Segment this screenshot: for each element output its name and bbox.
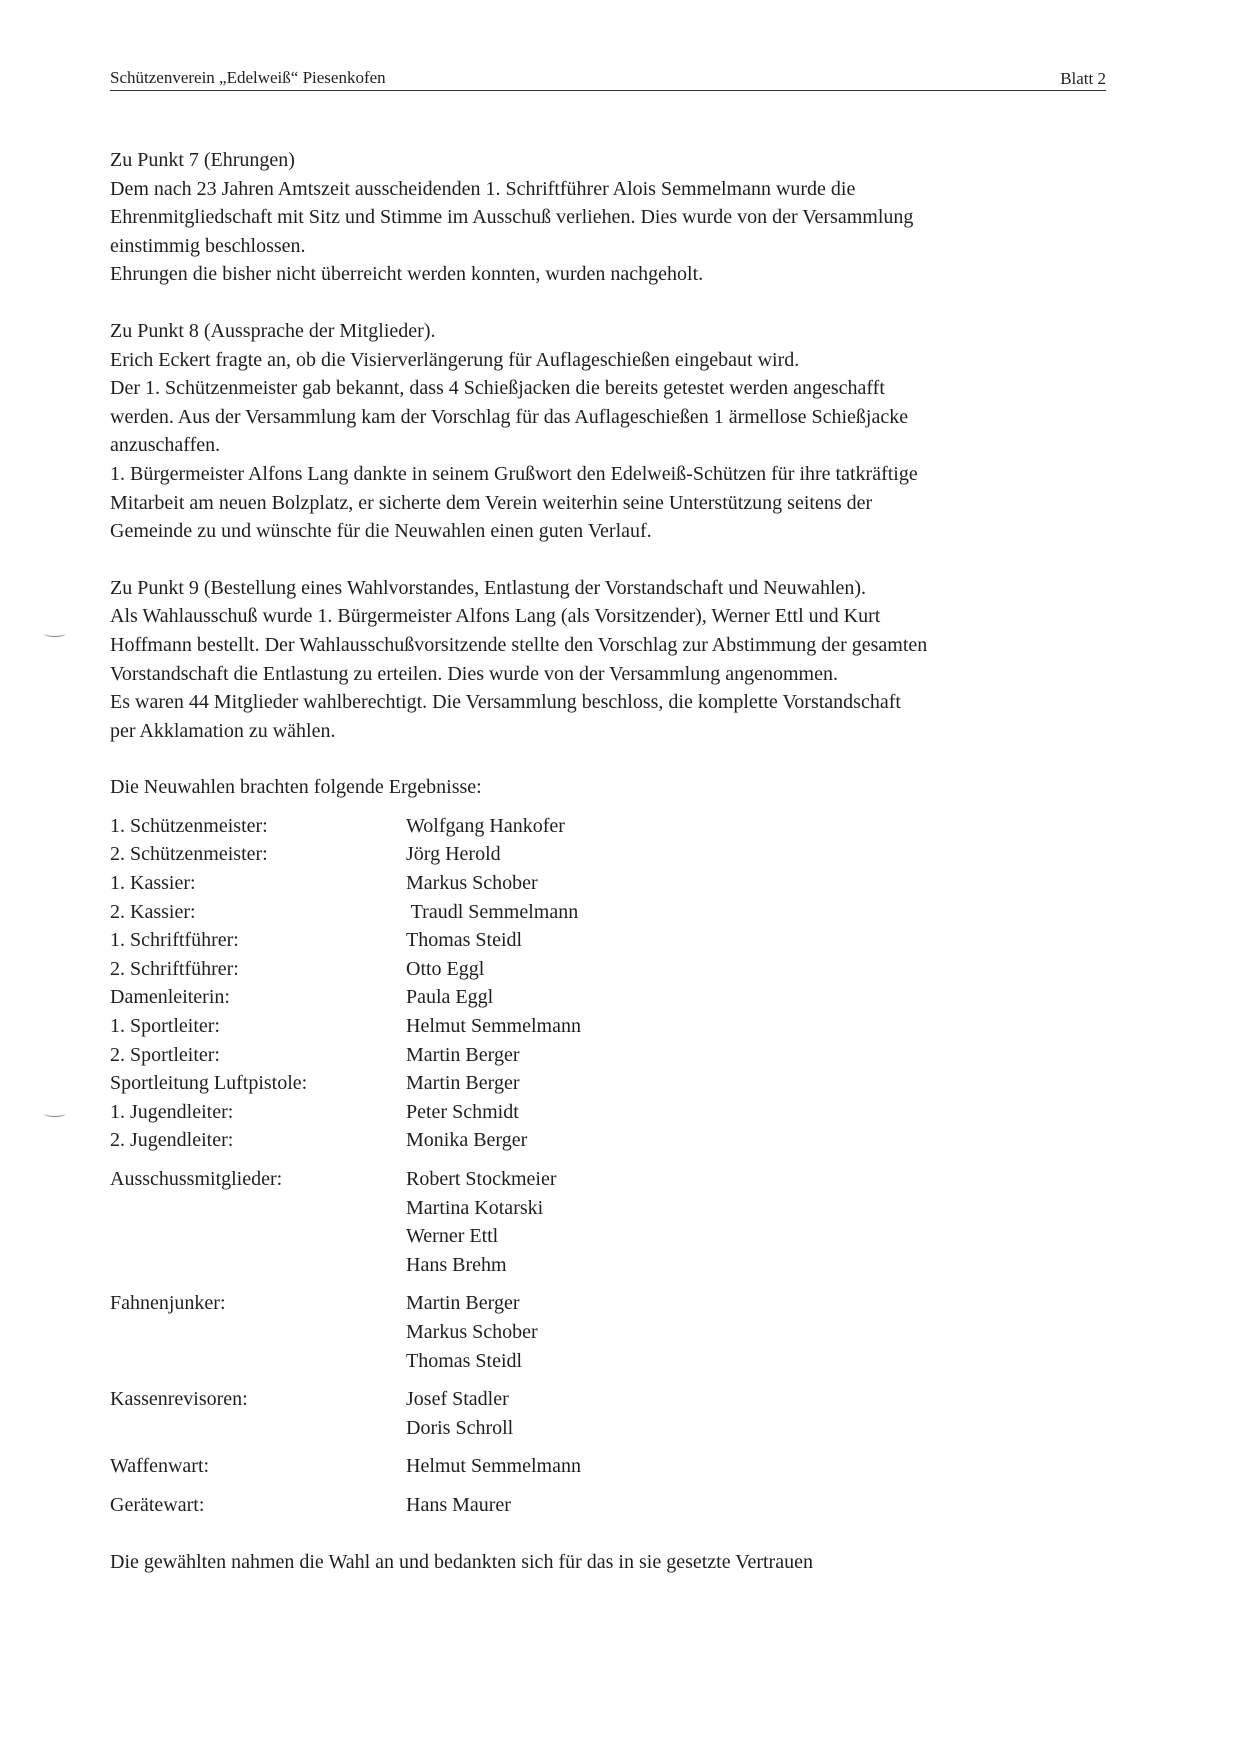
result-row <box>110 955 1150 984</box>
section-line: Ehrungen die bisher nicht überreicht werden konnten, wurden nachgeholt. <box>110 263 704 286</box>
result-row <box>110 1126 1150 1155</box>
section-line: Vorstandschaft die Entlastung zu erteilen. Dies wurde von der Versammlung angenommen. <box>110 662 838 685</box>
result-row <box>110 1069 1150 1098</box>
section-heading: Zu Punkt 8 (Aussprache der Mitglieder). <box>110 319 436 342</box>
elected-name: Martin Berger <box>406 1072 520 1095</box>
elected-name: Hans Maurer <box>406 1493 511 1516</box>
elected-name: Martin Berger <box>406 1292 520 1315</box>
role-label: Gerätewart: <box>110 1493 205 1516</box>
section-line: per Akklamation zu wählen. <box>110 719 336 742</box>
role-label: 1. Jugendleiter: <box>110 1100 234 1123</box>
result-row <box>110 812 1150 841</box>
result-group <box>110 1165 1150 1279</box>
section-block <box>110 317 1150 546</box>
result-row <box>110 1012 1150 1041</box>
role-label: 2. Schützenmeister: <box>110 843 268 866</box>
sections <box>110 146 1150 802</box>
elected-name: Helmut Semmelmann <box>406 1455 581 1478</box>
elected-name: Thomas Steidl <box>406 1349 523 1372</box>
role-label: Damenleiterin: <box>110 986 230 1009</box>
page-number: Blatt 2 <box>1060 69 1106 88</box>
elected-name: Peter Schmidt <box>406 1100 519 1123</box>
section-line: Der 1. Schützenmeister gab bekannt, dass 4 Schießjacken die bereits getestet werden angeschafft <box>110 377 885 400</box>
result-row <box>110 926 1150 955</box>
section-line: Erich Eckert fragte an, ob die Visierverlängerung für Auflageschießen eingebaut wird. <box>110 348 800 371</box>
section-line: einstimmig beschlossen. <box>110 234 306 257</box>
closing-sentence: Die gewählten nahmen die Wahl an und bedankten sich für das in sie gesetzte Vertrauen <box>110 1550 813 1573</box>
elected-name: Martina Kotarski <box>406 1196 544 1219</box>
group-names <box>406 1452 581 1481</box>
result-row <box>110 898 1150 927</box>
club-name: Schützenverein „Edelweiß“ Piesenkofen <box>110 68 386 87</box>
result-row <box>110 1041 1150 1070</box>
section-line: werden. Aus der Versammlung kam der Vorschlag für das Auflageschießen 1 ärmellose Schießjacke <box>110 405 909 428</box>
role-label: 2. Sportleiter: <box>110 1043 220 1066</box>
election-results <box>110 812 1150 1155</box>
result-row <box>110 840 1150 869</box>
section-line: 1. Bürgermeister Alfons Lang dankte in seinem Grußwort den Edelweiß-Schützen für ihre tatkräftige <box>110 462 918 485</box>
elected-name: Wolfgang Hankofer <box>406 814 565 837</box>
role-label: 1. Sportleiter: <box>110 1015 220 1038</box>
elected-name: Paula Eggl <box>406 986 494 1009</box>
page-header <box>110 66 1106 91</box>
group-names <box>406 1491 511 1520</box>
role-label: Ausschussmitglieder: <box>110 1168 283 1190</box>
role-label: 1. Kassier: <box>110 872 196 895</box>
elected-name: Doris Schroll <box>406 1416 514 1439</box>
result-row <box>110 869 1150 898</box>
role-label: 2. Schriftführer: <box>110 957 239 980</box>
margin-mark <box>44 630 66 637</box>
section-heading: Die Neuwahlen brachten folgende Ergebnisse: <box>110 776 482 799</box>
elected-name: Markus Schober <box>406 1320 538 1343</box>
elected-name: Martin Berger <box>406 1043 520 1066</box>
result-group <box>110 1491 1150 1520</box>
result-row <box>110 1098 1150 1127</box>
elected-name: Helmut Semmelmann <box>406 1015 581 1038</box>
section-line: Hoffmann bestellt. Der Wahlausschußvorsitzende stellte den Vorschlag zur Abstimmung der gesamten <box>110 633 928 656</box>
section-line: Ehrenmitgliedschaft mit Sitz und Stimme im Ausschuß verliehen. Dies wurde von der Versammlung <box>110 206 914 229</box>
section-line: anzuschaffen. <box>110 434 221 457</box>
elected-name: Josef Stadler <box>406 1388 509 1411</box>
section-line: Es waren 44 Mitglieder wahlberechtigt. Die Versammlung beschloss, die komplette Vorstandschaft <box>110 691 901 714</box>
elected-name: Werner Ettl <box>406 1225 499 1248</box>
section-block <box>110 574 1150 746</box>
elected-name: Traudl Semmelmann <box>406 900 579 923</box>
election-groups <box>110 1165 1150 1520</box>
section-block <box>110 146 1150 289</box>
elected-name: Otto Eggl <box>406 957 485 980</box>
elected-name: Hans Brehm <box>406 1253 507 1276</box>
elected-name: Monika Berger <box>406 1129 528 1152</box>
margin-mark <box>44 1110 66 1117</box>
role-label: 1. Schriftführer: <box>110 929 239 952</box>
result-group <box>110 1385 1150 1442</box>
role-label: Sportleitung Luftpistole: <box>110 1072 308 1095</box>
elected-name: Robert Stockmeier <box>406 1168 557 1190</box>
section-block <box>110 773 1150 802</box>
document-body <box>110 146 1150 1576</box>
elected-name: Markus Schober <box>406 872 538 895</box>
elected-name: Jörg Herold <box>406 843 501 866</box>
group-names <box>406 1289 538 1375</box>
result-group <box>110 1289 1150 1375</box>
role-label: 1. Schützenmeister: <box>110 814 268 837</box>
elected-name: Thomas Steidl <box>406 929 523 952</box>
section-line: Mitarbeit am neuen Bolzplatz, er sicherte dem Verein weiterhin seine Unterstützung seitens der <box>110 491 873 514</box>
section-heading: Zu Punkt 7 (Ehrungen) <box>110 149 295 171</box>
section-line: Als Wahlausschuß wurde 1. Bürgermeister Alfons Lang (als Vorsitzender), Werner Ettl und Kurt <box>110 605 881 628</box>
role-label: Waffenwart: <box>110 1455 210 1478</box>
group-names <box>406 1165 557 1279</box>
role-label: 2. Jugendleiter: <box>110 1129 234 1152</box>
section-line: Dem nach 23 Jahren Amtszeit ausscheidenden 1. Schriftführer Alois Semmelmann wurde die <box>110 177 856 200</box>
section-line: Gemeinde zu und wünschte für die Neuwahlen einen guten Verlauf. <box>110 520 652 543</box>
result-row <box>110 983 1150 1012</box>
role-label: Fahnenjunker: <box>110 1292 226 1315</box>
result-group <box>110 1452 1150 1481</box>
section-heading: Zu Punkt 9 (Bestellung eines Wahlvorstandes, Entlastung der Vorstandschaft und Neuwahlen). <box>110 576 867 599</box>
group-names <box>406 1385 513 1442</box>
role-label: 2. Kassier: <box>110 900 196 923</box>
role-label: Kassenrevisoren: <box>110 1388 248 1411</box>
